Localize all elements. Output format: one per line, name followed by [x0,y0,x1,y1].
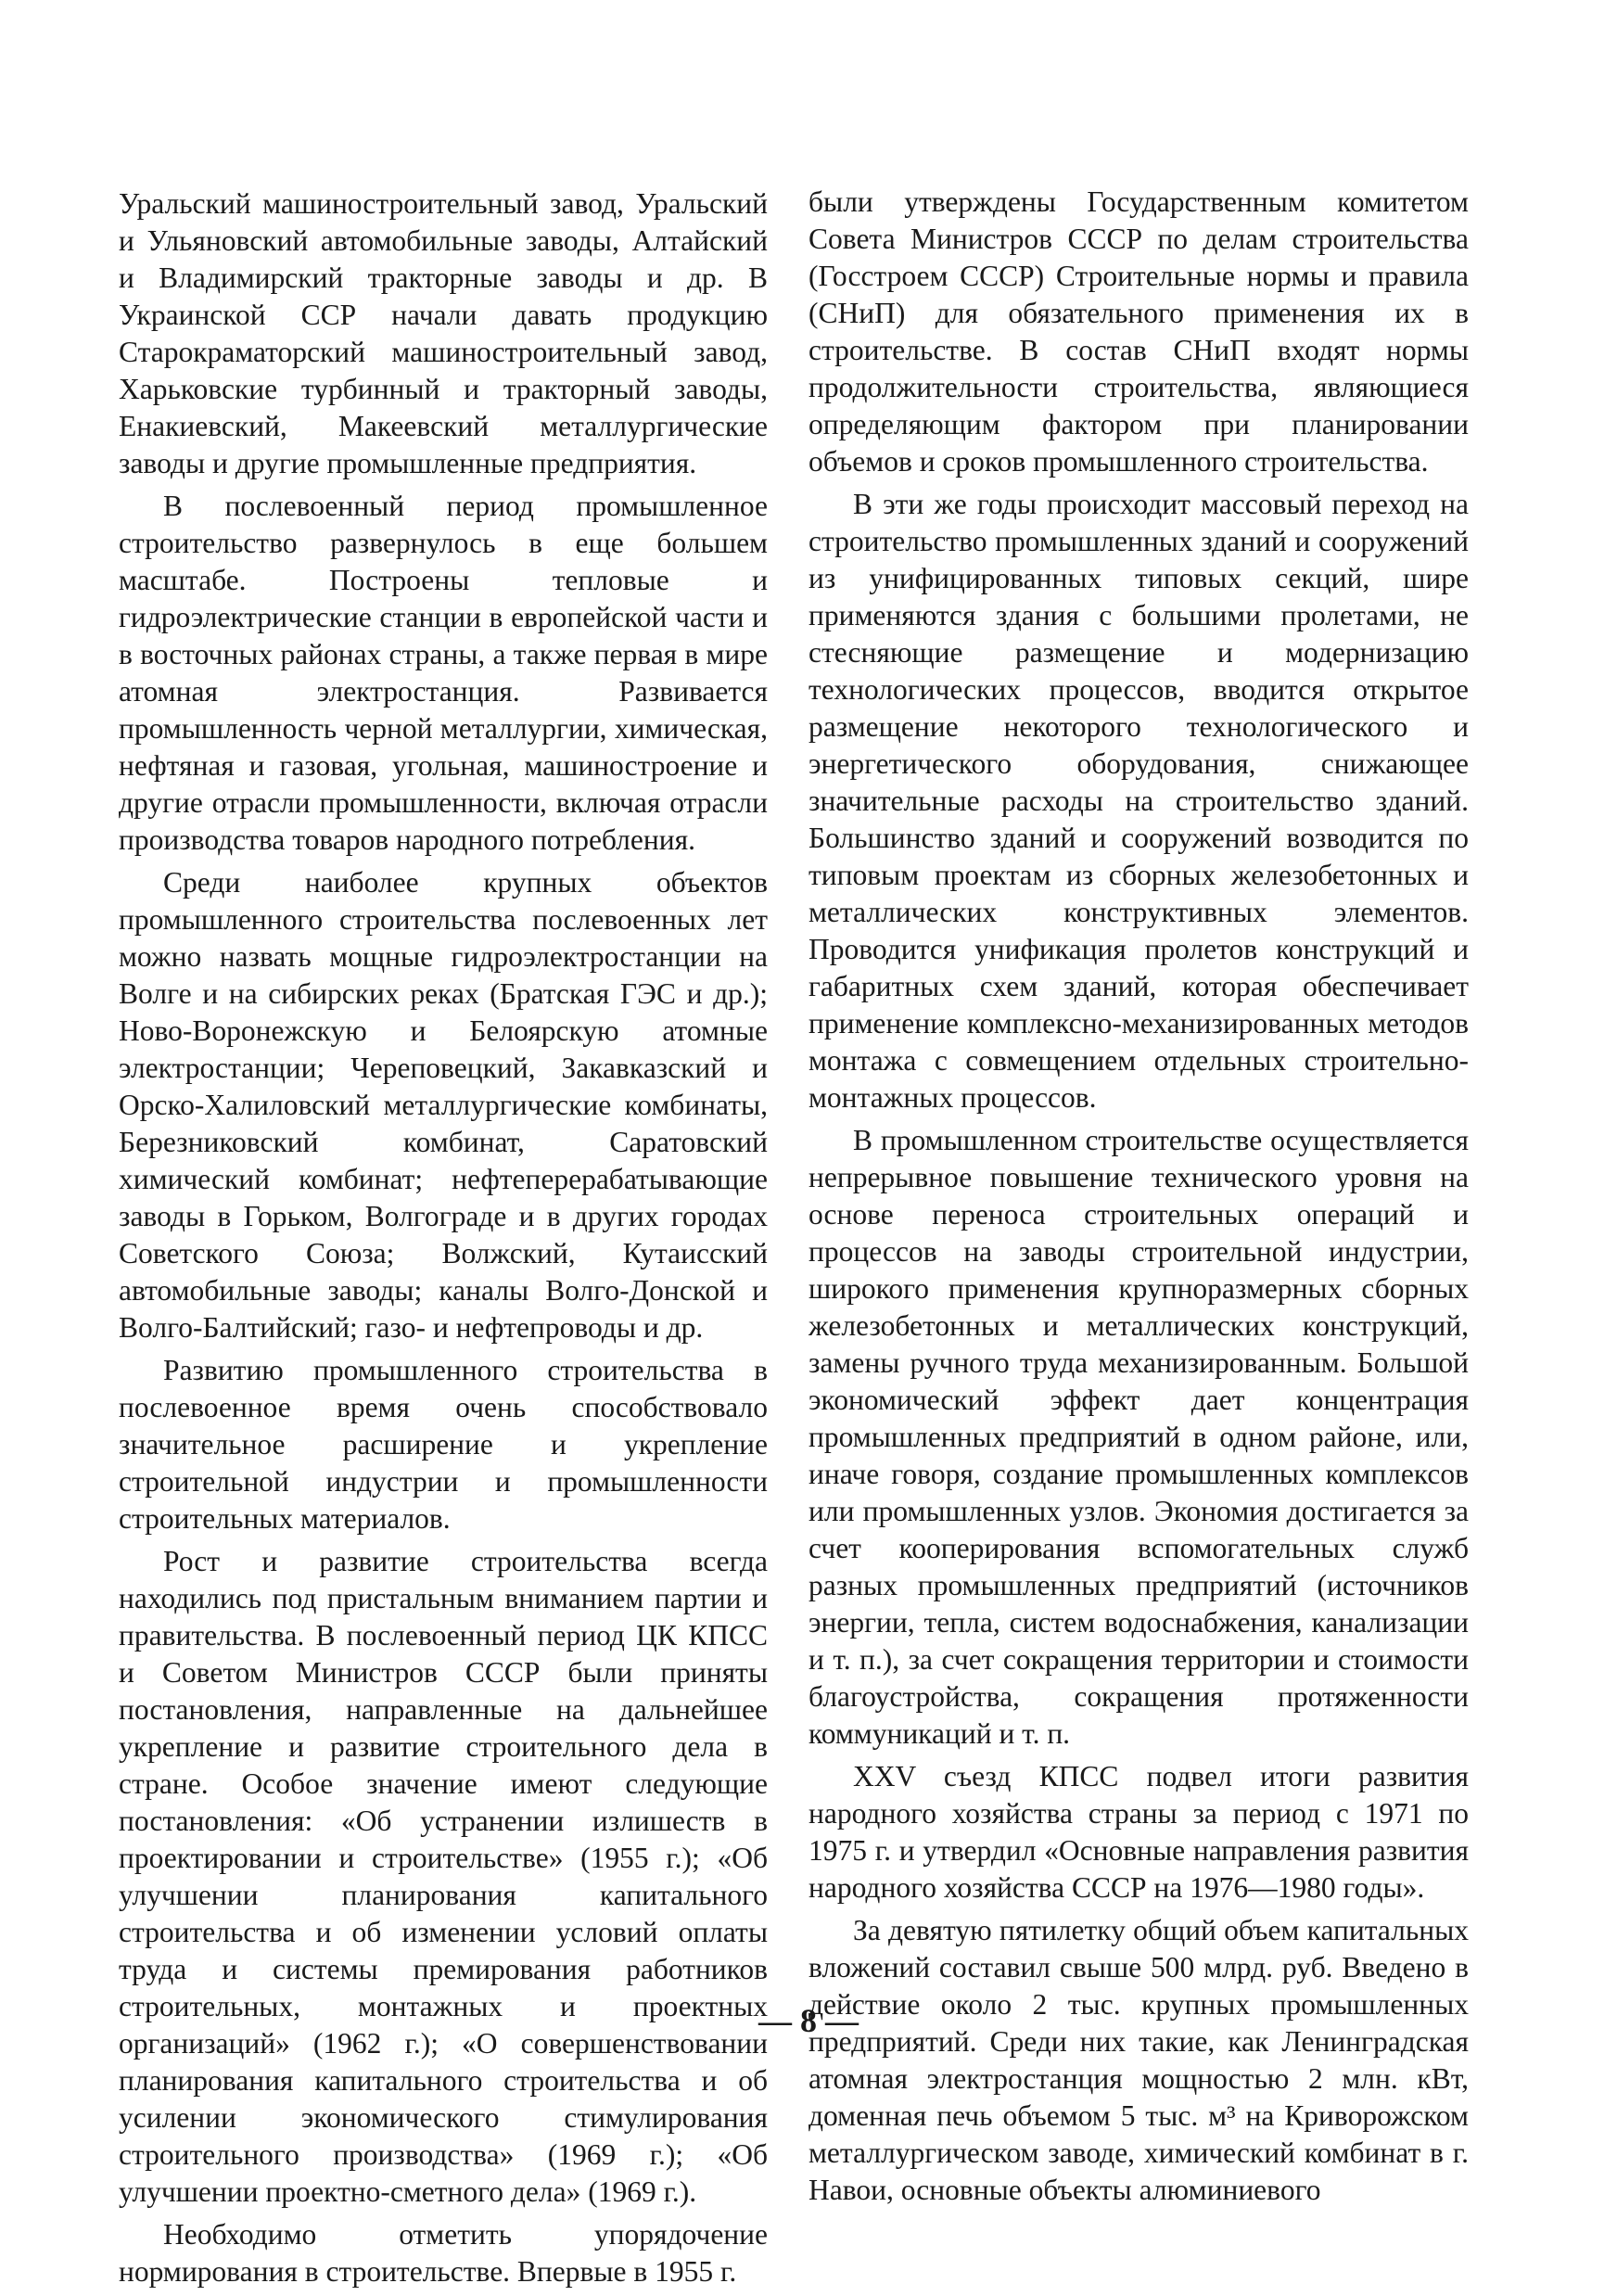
paragraph: В послевоенный период промышленное строительство развернулось в еще большем масштабе. Построены тепловые и гидроэлектрические станции в европейской части и в восточных районах страны, а также первая в мире атомная электростанция. Развивается промышленность черной металлургии, химическая, нефтяная и газовая, угольная, машиностроение и другие отрасли промышленности, включая отрасли производства товаров народного потребления. [119,490,768,856]
paragraph: Необходимо отметить упорядочение нормирования в строительстве. Впервые в 1955 г. [119,2218,768,2288]
left-column [119,185,768,2296]
paragraph: Рост и развитие строительства всегда находились под пристальным вниманием партии и правительства. В послевоенный период ЦК КПСС и Советом Министров СССР были приняты постановления, направленные на дальнейшее укрепление и развитие строительного дела в стране. Особое значение имеют следующие постановления: «Об устранении излишеств в проектировании и строительстве» (1955 г.); «Об улучшении планирования капитального строительства и об изменении условий оплаты труда и системы премирования работников строительных, монтажных и проектных организаций» (1962 г.); «О совершенствовании планирования капитального строительства и об усилении экономического стимулирования строительного производства» (1969 г.); «Об улучшении проектно-сметного дела» (1969 г.). [119,1545,768,2208]
paragraph: В эти же годы происходит массовый переход на строительство промышленных зданий и сооружений из унифицированных типовых секций, шире применяются здания с большими пролетами, не стесняющие размещение и модернизацию технологических процессов, вводится открытое размещение некоторого технологического и энергетического оборудования, снижающее значительные расходы на строительство зданий. Большинство зданий и сооружений возводится по типовым проектам из сборных железобетонных и металлических конструктивных элементов. Проводится унификация пролетов конструкций и габаритных схем зданий, которая обеспечивает применение комплексно-механизированных методов монтажа с совмещением отдельных строительно-монтажных процессов. [808,488,1469,1114]
paragraph: За девятую пятилетку общий объем капитальных вложений составил свыше 500 млрд. руб. Введено в действие около 2 тыс. крупных промышленных предприятий. Среди них такие, как Ленинградская атомная электростанция мощностью 2 млн. кВт, доменная печь объемом 5 тыс. м³ на Криворожском металлургическом заводе, химический комбинат в г. Навои, основные объекты алюминиевого [808,1914,1469,2206]
paragraph: В промышленном строительстве осуществляется непрерывное повышение технического уровня на основе переноса строительных операций и процессов на заводы строительной индустрии, широкого применения крупноразмерных сборных железобетонных и металлических конструкций, замены ручного труда механизированным. Большой экономический эффект дает концентрация промышленных предприятий в одном районе, или, иначе говоря, создание промышленных комплексов или промышленных узлов. Экономия достигается за счет кооперирования вспомогательных служб разных промышленных предприятий (источников энергии, тепла, систем водоснабжения, канализации и т. п.), за счет сокращения территории и стоимости благоустройства, сокращения протяженности коммуникаций и т. п. [808,1124,1469,1750]
paragraph: Уральский машиностроительный завод, Уральский и Ульяновский автомобильные заводы, Алтайский и Владимирский тракторные заводы и др. В Украинской ССР начали давать продукцию Старокраматорский машиностроительный завод, Харьковские турбинный и тракторный заводы, Енакиевский, Макеевский металлургические заводы и другие промышленные предприятия. [119,187,768,479]
page-number: — 8 — [758,2002,859,2039]
right-column [808,184,1469,2214]
paragraph: XXV съезд КПСС подвел итоги развития народного хозяйства страны за период с 1971 по 1975 г. и утвердил «Основные направления развития народного хозяйства СССР на 1976—1980 годы». [808,1760,1469,1904]
paragraph: были утверждены Государственным комитетом Совета Министров СССР по делам строительства (Госстроем СССР) Строительные нормы и правила (СНиП) для обязательного применения их в строительстве. В состав СНиП входят нормы продолжительности строительства, являющиеся определяющим фактором при планировании объемов и сроков промышленного строительства. [808,185,1469,478]
paragraph: Среди наиболее крупных объектов промышленного строительства послевоенных лет можно назвать мощные гидроэлектростанции на Волге и на сибирских реках (Братская ГЭС и др.); Ново-Воронежскую и Белоярскую атомные электростанции; Череповецкий, Закавказский и Орско-Халиловский металлургические комбинаты, Березниковский комбинат, Саратовский химический комбинат; нефтеперерабатывающие заводы в Горьком, Волгограде и в других городах Советского Союза; Волжский, Кутаисский автомобильные заводы; каналы Волго-Донской и Волго-Балтийский; газо- и нефтепроводы и др. [119,866,768,1344]
paragraph: Развитию промышленного строительства в послевоенное время очень способствовало значительное расширение и укрепление строительной индустрии и промышленности строительных материалов. [119,1354,768,1535]
